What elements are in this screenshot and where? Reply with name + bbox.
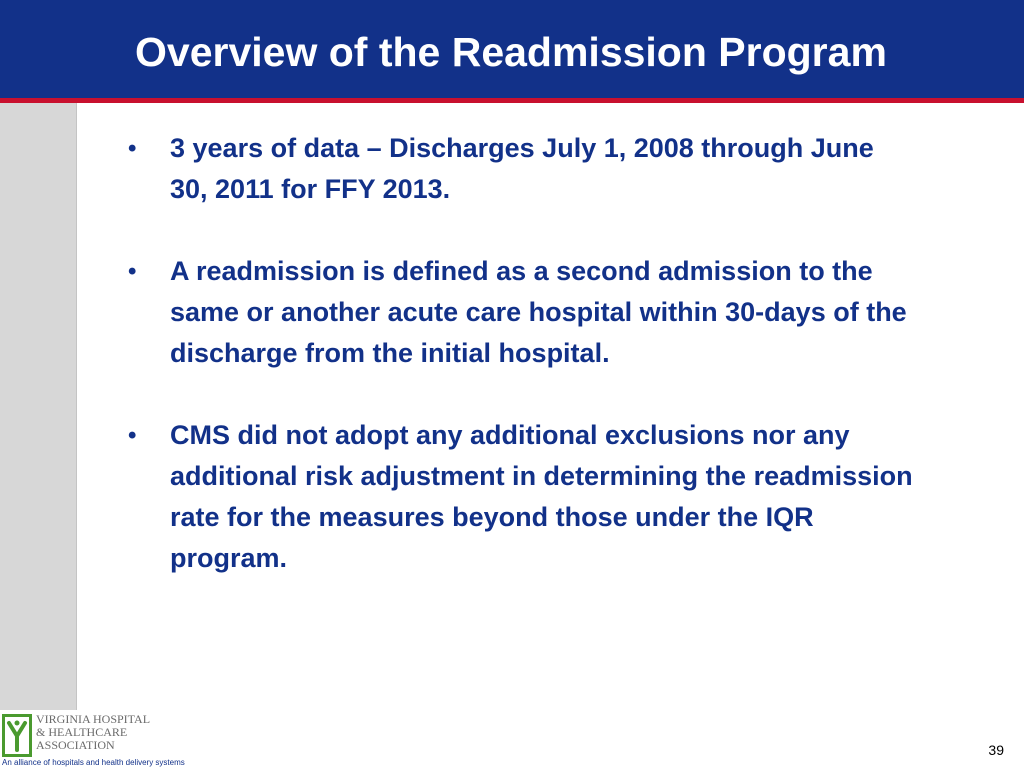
- bullet-marker: •: [128, 422, 137, 449]
- logo-name-line: VIRGINIA HOSPITAL: [36, 712, 151, 726]
- bullet-item: [128, 251, 918, 374]
- title-bar: [0, 0, 1024, 98]
- vhha-logo-icon: [2, 714, 32, 757]
- bullet-marker: •: [128, 258, 137, 285]
- side-panel: [0, 103, 77, 710]
- bullet-text: CMS did not adopt any additional exclusions nor any additional risk adjustment in determining the readmission rate for the measures beyond those under the IQR program.: [170, 420, 913, 573]
- page-number: 39: [988, 742, 1004, 758]
- bullet-text: 3 years of data – Discharges July 1, 2008 through June 30, 2011 for FFY 2013.: [170, 133, 874, 204]
- bullet-marker: •: [128, 135, 137, 162]
- vhha-logo: [0, 712, 185, 768]
- bullet-item: [128, 128, 918, 210]
- bullet-text: A readmission is defined as a second admission to the same or another acute care hospital within 30-days of the discharge from the initial hospital.: [170, 256, 907, 368]
- logo-name-line: ASSOCIATION: [36, 738, 115, 752]
- logo-name-line: & HEALTHCARE: [36, 725, 128, 739]
- logo-name: [36, 713, 176, 752]
- header-accent-rule: [0, 98, 1024, 103]
- bullet-list: [128, 128, 918, 579]
- logo-tagline: An alliance of hospitals and health delivery systems: [2, 758, 185, 767]
- bullet-item: [128, 415, 918, 579]
- slide-title: Overview of the Readmission Program: [135, 29, 887, 75]
